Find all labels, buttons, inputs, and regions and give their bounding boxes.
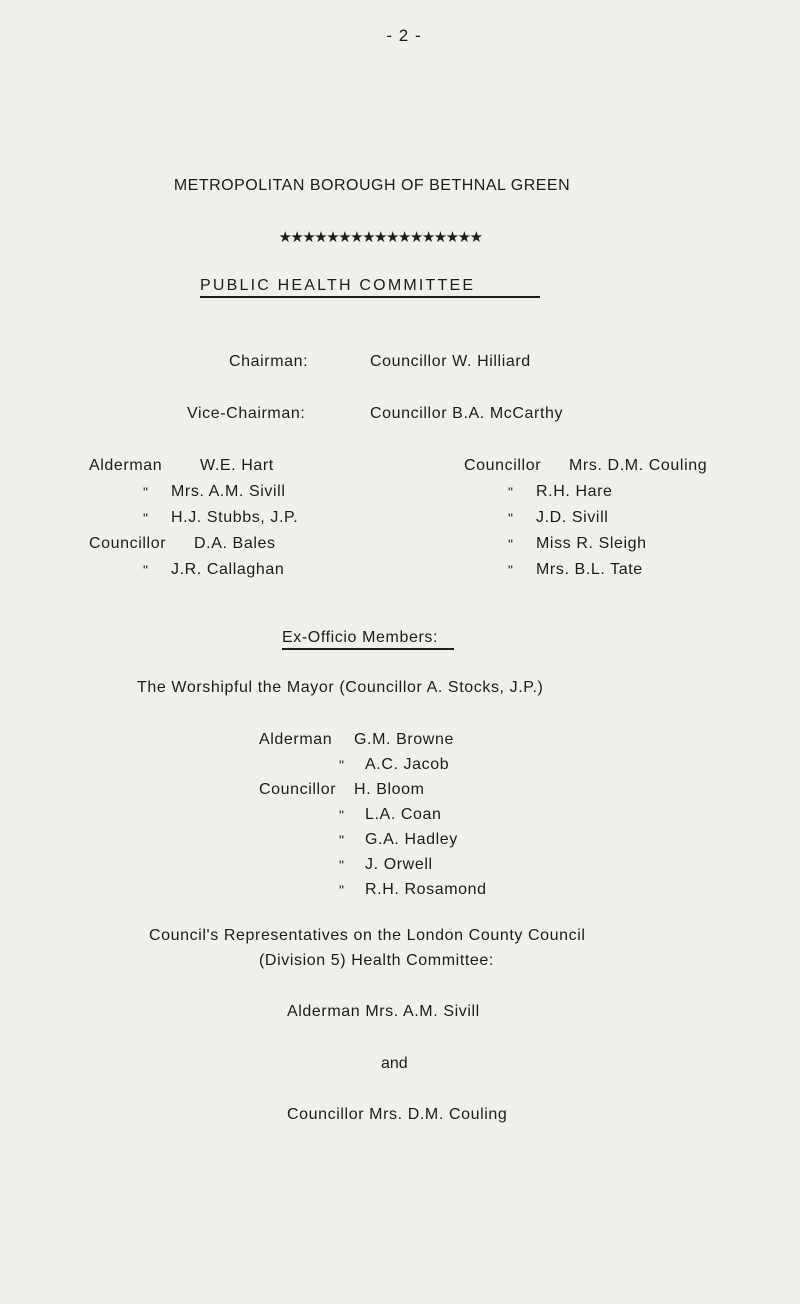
borough-title: METROPOLITAN BOROUGH OF BETHNAL GREEN xyxy=(173,177,571,194)
member-name: Miss R. Sleigh xyxy=(536,535,647,552)
conjunction-and: and xyxy=(381,1055,408,1072)
member-name: D.A. Bales xyxy=(194,535,276,552)
mayor-line: The Worshipful the Mayor (Councillor A. Stocks, J.P.) xyxy=(137,679,544,696)
representative-2: Councillor Mrs. D.M. Couling xyxy=(287,1106,508,1123)
member-prefix: Councillor xyxy=(89,535,167,552)
star-divider: ★★★★★★★★★★★★★★★★★ xyxy=(278,229,482,246)
ex-officio-prefix: Alderman xyxy=(259,731,333,748)
member-prefix: Councillor xyxy=(464,457,542,474)
member-prefix: " xyxy=(508,562,513,578)
ex-officio-name: H. Bloom xyxy=(354,781,425,798)
vice-chairman-name: Councillor B.A. McCarthy xyxy=(370,405,564,422)
ex-officio-prefix: Councillor xyxy=(259,781,337,798)
member-prefix: " xyxy=(143,510,148,526)
ex-officio-prefix: " xyxy=(339,857,344,873)
ex-officio-prefix: " xyxy=(339,832,344,848)
member-name: J.D. Sivill xyxy=(536,509,609,526)
member-name: Mrs. A.M. Sivill xyxy=(171,483,286,500)
representatives-line-2: (Division 5) Health Committee: xyxy=(259,952,494,969)
page-number: - 2 - xyxy=(386,26,422,45)
ex-officio-prefix: " xyxy=(339,807,344,823)
member-prefix: " xyxy=(508,536,513,552)
representatives-line-1: Council's Representatives on the London County Council xyxy=(149,927,586,944)
member-prefix: " xyxy=(143,484,148,500)
ex-officio-name: G.A. Hadley xyxy=(365,831,458,848)
ex-officio-heading: Ex-Officio Members: xyxy=(282,629,439,646)
ex-officio-name: G.M. Browne xyxy=(354,731,454,748)
vice-chairman-label: Vice-Chairman: xyxy=(187,405,306,422)
ex-officio-name: R.H. Rosamond xyxy=(365,881,487,898)
member-name: R.H. Hare xyxy=(536,483,613,500)
chairman-name: Councillor W. Hilliard xyxy=(370,353,531,370)
ex-officio-name: A.C. Jacob xyxy=(365,756,450,773)
ex-officio-name: J. Orwell xyxy=(365,856,433,873)
member-name: J.R. Callaghan xyxy=(171,561,285,578)
member-name: Mrs. B.L. Tate xyxy=(536,561,643,578)
committee-title-underline xyxy=(200,296,540,298)
member-name: Mrs. D.M. Couling xyxy=(569,457,708,474)
ex-officio-prefix: " xyxy=(339,882,344,898)
member-name: H.J. Stubbs, J.P. xyxy=(171,509,299,526)
representative-1: Alderman Mrs. A.M. Sivill xyxy=(287,1003,480,1020)
ex-officio-heading-underline xyxy=(282,648,454,650)
member-prefix: " xyxy=(508,510,513,526)
member-prefix: " xyxy=(508,484,513,500)
member-prefix: Alderman xyxy=(89,457,163,474)
committee-title: PUBLIC HEALTH COMMITTEE xyxy=(200,277,476,294)
ex-officio-prefix: " xyxy=(339,757,344,773)
member-prefix: " xyxy=(143,562,148,578)
ex-officio-name: L.A. Coan xyxy=(365,806,442,823)
member-name: W.E. Hart xyxy=(200,457,274,474)
chairman-label: Chairman: xyxy=(229,353,309,370)
